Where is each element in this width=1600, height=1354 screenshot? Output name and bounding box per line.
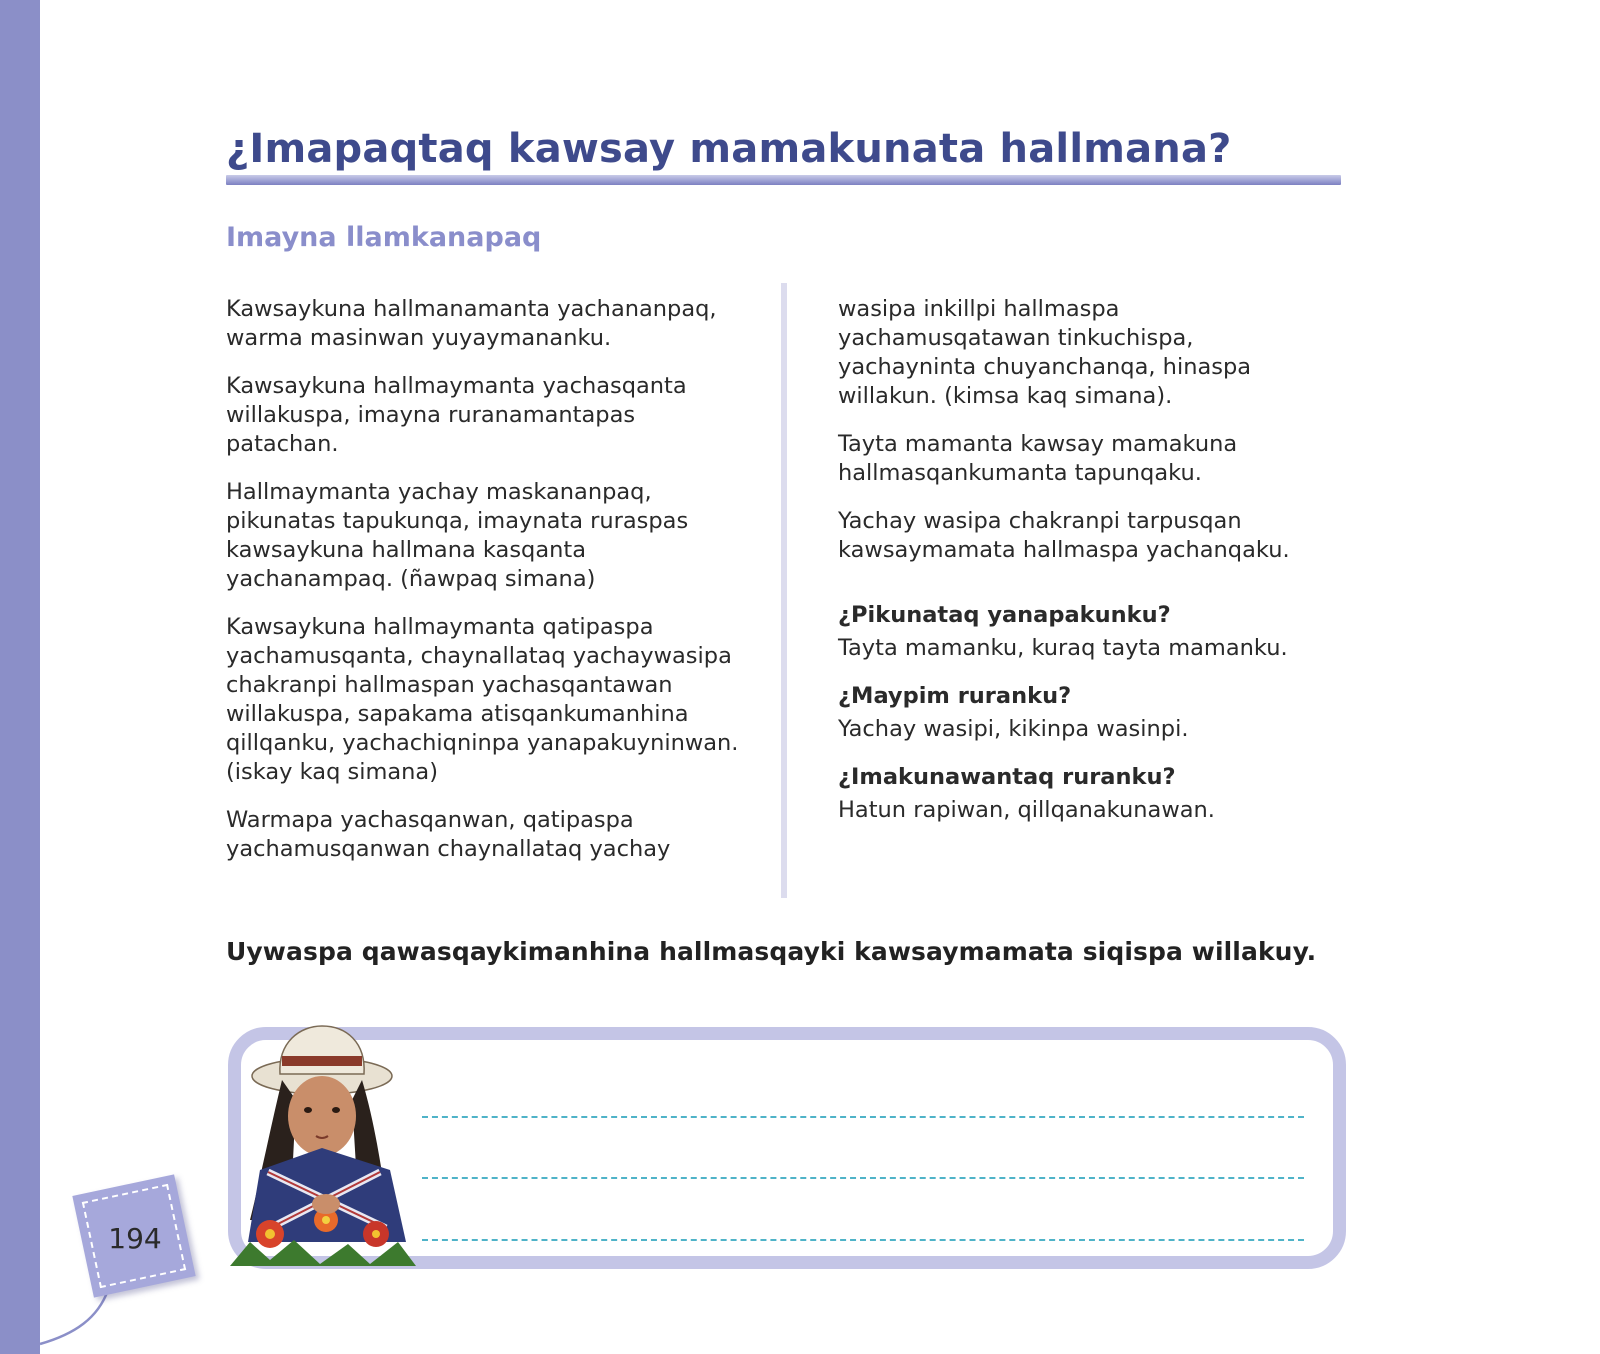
writing-line[interactable] — [422, 1239, 1304, 1241]
paragraph: wasipa inkillpi hallmaspa yachamusqatawan tinkuchispa, yachayninta chuyanchanqa, hinaspa willakun. (kimsa kaq simana). — [838, 296, 1252, 409]
right-column — [838, 295, 1338, 844]
paragraph: Warmapa yachasqanwan, qatipaspa yachamusqanwan chaynallataq yachay — [226, 807, 671, 862]
section-heading: Imayna llamkanapaq — [226, 222, 542, 253]
left-column — [226, 295, 746, 883]
instruction-text: Uywaspa qawasqaykimanhina hallmasqayki kawsaymamata siqispa willakuy. — [226, 937, 1317, 966]
question-heading: ¿Maypim ruranku? — [838, 683, 1072, 709]
question-answer: Yachay wasipi, kikinpa wasinpi. — [838, 716, 1189, 742]
writing-line[interactable] — [422, 1116, 1304, 1118]
paragraph: Yachay wasipa chakranpi tarpusqan kawsaymamata hallmaspa yachanqaku. — [838, 508, 1290, 563]
column-divider — [781, 283, 787, 898]
writing-line[interactable] — [422, 1177, 1304, 1179]
paragraph: Tayta mamanta kawsay mamakuna hallmasqankumanta tapunqaku. — [838, 431, 1238, 486]
title-rule — [226, 175, 1341, 185]
girl-illustration — [230, 1020, 430, 1266]
question-heading: ¿Imakunawantaq ruranku? — [838, 764, 1176, 790]
paragraph: Kawsaykuna hallmaymanta qatipaspa yachamusqanta, chaynallataq yachaywasipa chakranpi hallmaspan yachasqantawan willakuspa, sapakama atisqankumanhina qillqanku, yachachiqninpa yanapakuyninwan. (iskay kaq simana) — [226, 614, 739, 785]
question-heading: ¿Pikunataq yanapakunku? — [838, 602, 1171, 628]
side-band — [0, 0, 40, 1354]
paragraph: Kawsaykuna hallmaymanta yachasqanta willakuspa, imayna ruranamantapas patachan. — [226, 373, 687, 457]
question-answer: Hatun rapiwan, qillqanakunawan. — [838, 797, 1215, 823]
question-answer: Tayta mamanku, kuraq tayta mamanku. — [838, 635, 1288, 661]
page-title: ¿Imapaqtaq kawsay mamakunata hallmana? — [226, 126, 1232, 172]
paragraph: Kawsaykuna hallmanamanta yachananpaq, warma masinwan yuyaymananku. — [226, 296, 717, 351]
page-number: 194 — [108, 1222, 162, 1255]
paragraph: Hallmaymanta yachay maskananpaq, pikunatas tapukunqa, imaynata ruraspas kawsaykuna hallmana kasqanta yachanampaq. (ñawpaq simana) — [226, 479, 689, 592]
